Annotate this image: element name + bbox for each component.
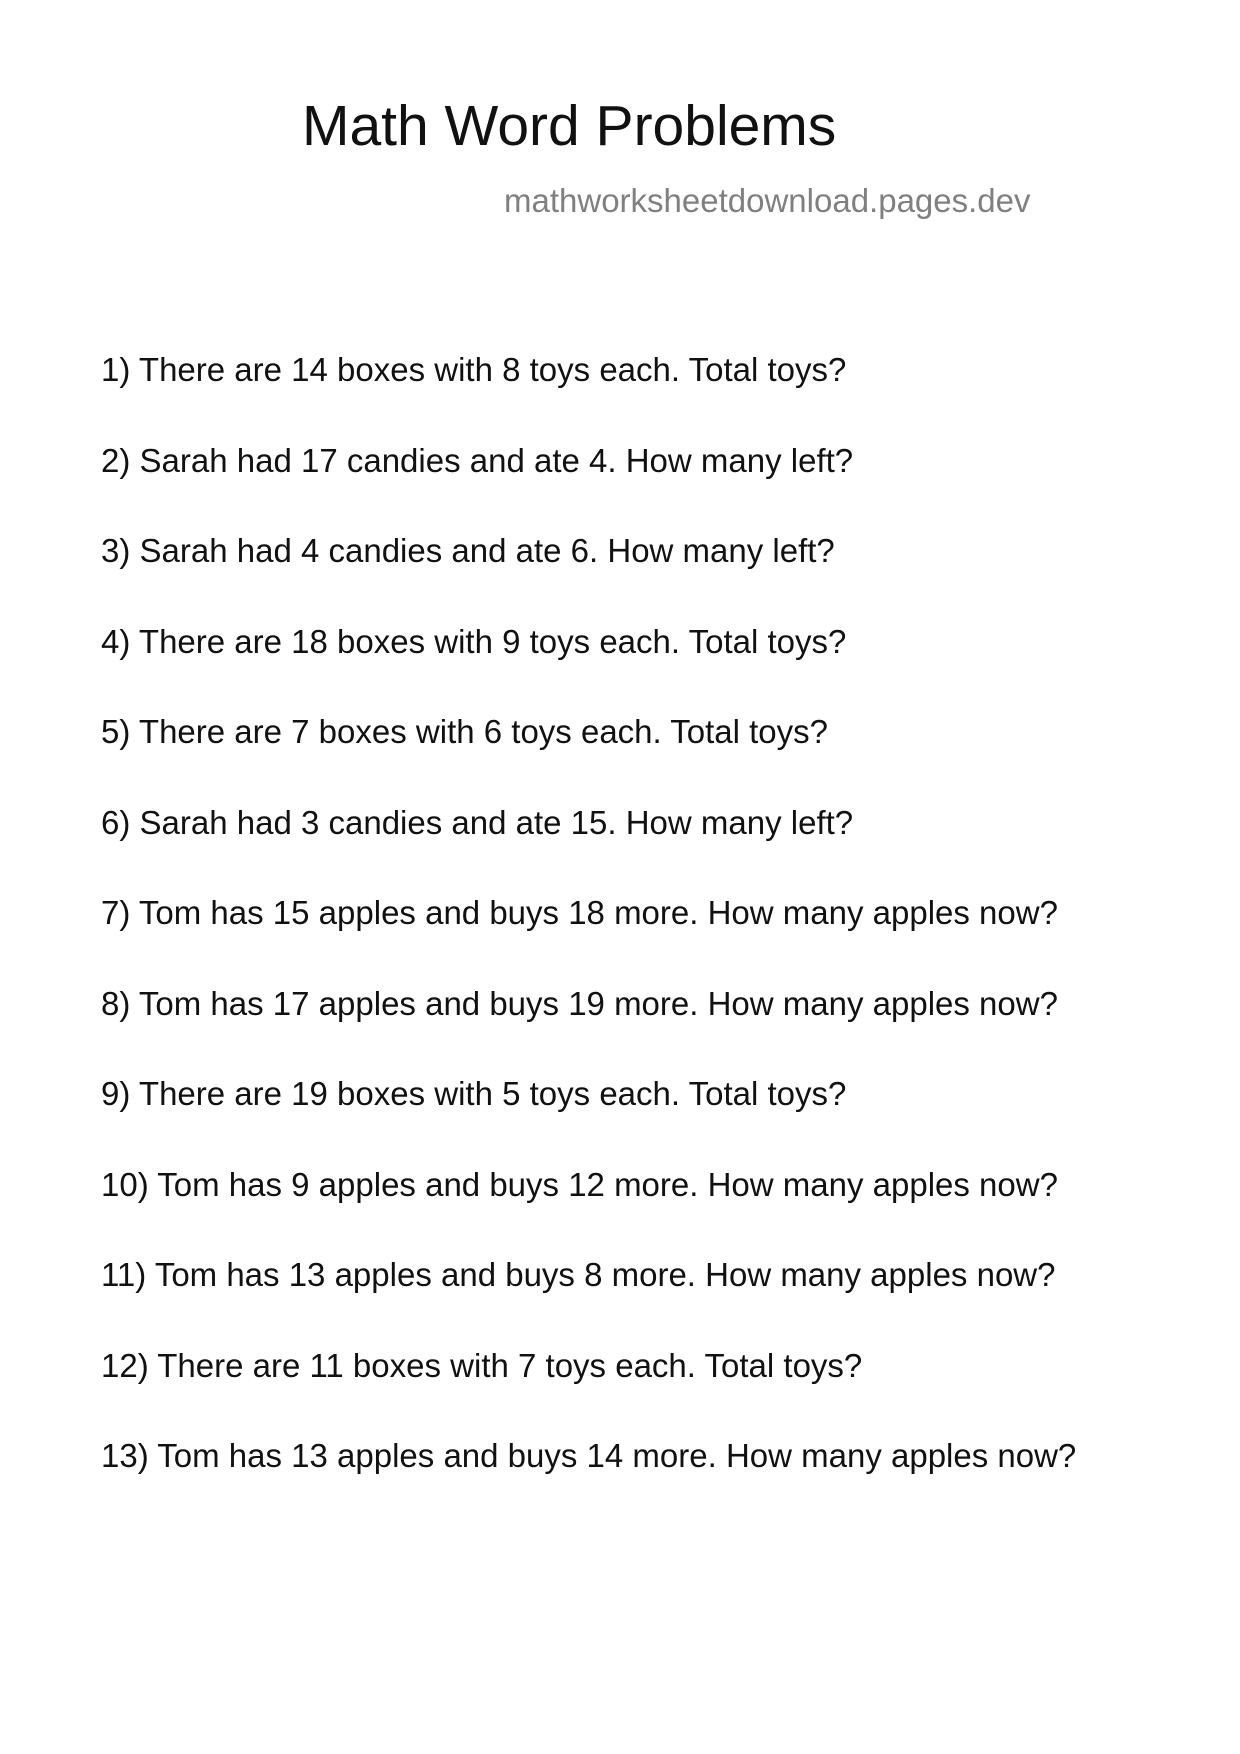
- problem-item: 6) Sarah had 3 candies and ate 15. How many left?: [101, 803, 854, 841]
- problem-item: 9) There are 19 boxes with 5 toys each. Total toys?: [101, 1075, 847, 1112]
- problem-item: 13) Tom has 13 apples and buys 14 more. How many apples now?: [101, 1437, 1077, 1474]
- problem-item: 4) There are 18 boxes with 9 toys each. Total toys?: [101, 622, 847, 660]
- problem-item: 7) Tom has 15 apples and buys 18 more. How many apples now?: [101, 894, 1058, 931]
- source-url: mathworksheetdownload.pages.dev: [504, 182, 1031, 219]
- page-title: Math Word Problems: [302, 94, 837, 158]
- problem-item: 3) Sarah had 4 candies and ate 6. How many left?: [101, 532, 835, 569]
- problem-item: 8) Tom has 17 apples and buys 19 more. How many apples now?: [101, 984, 1058, 1022]
- problem-item: 5) There are 7 boxes with 6 toys each. Total toys?: [101, 713, 829, 750]
- problem-list: [101, 351, 1076, 1528]
- problem-item: 1) There are 14 boxes with 8 toys each. Total toys?: [101, 351, 847, 388]
- problem-item: 12) There are 11 boxes with 7 toys each. Total toys?: [101, 1346, 863, 1384]
- problem-item: 11) Tom has 13 apples and buys 8 more. How many apples now?: [101, 1256, 1056, 1293]
- problem-item: 10) Tom has 9 apples and buys 12 more. How many apples now?: [101, 1165, 1058, 1203]
- problem-item: 2) Sarah had 17 candies and ate 4. How many left?: [101, 441, 854, 479]
